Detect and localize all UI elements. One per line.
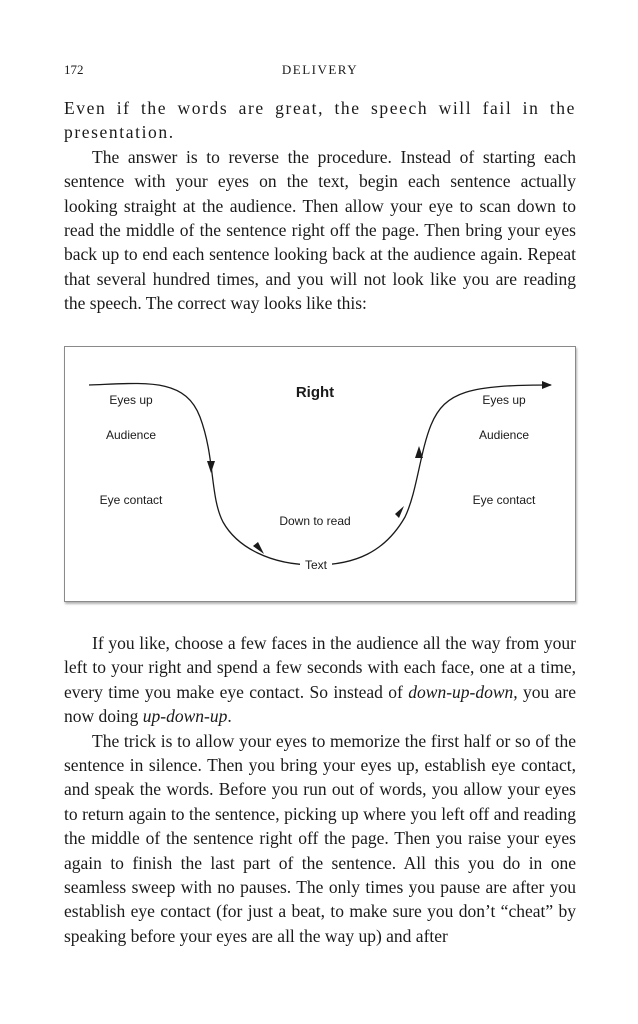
left-eyes-up-label: Eyes up (109, 393, 153, 407)
eye-movement-diagram (64, 346, 576, 602)
arrow-head-up (415, 446, 423, 458)
paragraph-3-part-b: you are now doing (64, 681, 576, 727)
paragraph-4: The trick is to allow your eyes to memorize the first half or so of the sentence in silence. Then you bring your eyes up, establish eye contact, and speak the words. Before you run out of words, you allow your eyes to return again to the sentence, picking up where you left off and reading the middle of the sentence right off the page. Then you raise your eyes again to finish the last part of the sentence. All this you do in one seamless sweep with no pauses. The only times you pause are after you establish eye contact (for just a beat, to make sure you don’t “cheat” by speaking before your eyes are all the way up) and after (64, 730, 576, 946)
emphasis-down-up-down: down-up-down, (408, 681, 518, 702)
bottom-text (64, 631, 576, 948)
running-header (64, 62, 576, 80)
left-eye-contact-label: Eye contact (99, 493, 163, 507)
right-eyes-up-label: Eyes up (482, 393, 526, 407)
running-title: DELIVERY (281, 62, 359, 77)
down-to-read-label: Down to read (279, 514, 351, 528)
right-eye-contact-label: Eye contact (472, 493, 536, 507)
emphasis-up-down-up: up-down-up (142, 706, 228, 727)
top-text (64, 96, 576, 316)
right-audience-label: Audience (478, 428, 530, 442)
paragraph-1: Even if the words are great, the speech will fail in the presentation. (64, 98, 576, 143)
left-audience-label: Audience (105, 428, 157, 442)
diagram-canvas (65, 347, 575, 601)
text-label: Text (304, 558, 328, 572)
page-number: 172 (64, 62, 84, 77)
arrow-head-down (207, 461, 215, 473)
paragraph-2: The answer is to reverse the procedure. Instead of starting each sentence with your eyes on the text, begin each sentence actually looking straight at the audience. Then allow your eye to scan down to read the middle of the sentence right off the page. Then bring your eyes back up to end each sentence looking back at the audience again. Repeat that several hundred times, and you will not look like you are reading the speech. The correct way looks like this: (64, 146, 576, 314)
paragraph-3 (64, 631, 576, 729)
paragraph-3-part-a: If you like, choose a few faces in the audience all the way from your left to your right and spend a few seconds with each face, one at a time, every time you make eye contact. So instead of (64, 633, 576, 702)
diagram-title: Right (295, 384, 335, 401)
paragraph-3-part-c: . (227, 706, 232, 727)
arrow-head-text-right (395, 506, 404, 518)
eye-path-curve (89, 383, 551, 565)
